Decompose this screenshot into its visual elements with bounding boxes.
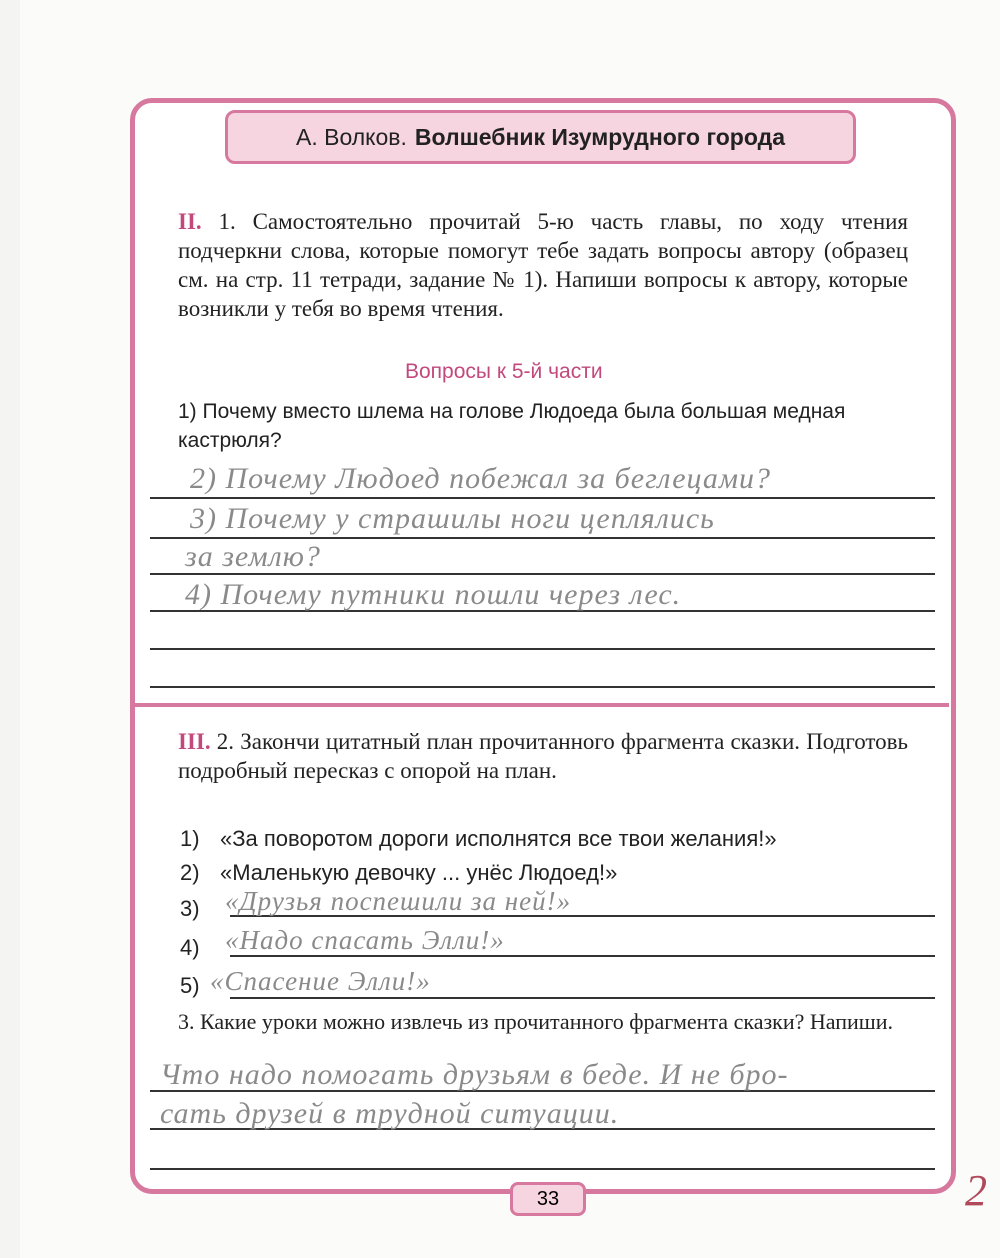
answer-line xyxy=(150,497,935,499)
plan-line xyxy=(230,997,935,999)
section-divider xyxy=(133,703,949,707)
handwritten-plan-item: «Спасение Элли!» xyxy=(210,966,431,996)
subheading: Вопросы к 5-й части xyxy=(405,360,603,383)
handwritten-answer: 4) Почему путники пошли через лес. xyxy=(185,578,682,611)
question-1: 1) Почему вместо шлема на голове Людоеда была большая медная кастрюля? xyxy=(178,400,846,452)
handwritten-plan-item: «Надо спасать Элли!» xyxy=(225,925,505,955)
plan-number: 3) xyxy=(180,896,200,921)
plan-item: «За поворотом дороги исполнятся все твои желания!» xyxy=(220,826,777,851)
workbook-page xyxy=(20,0,1000,1258)
page-number: 33 xyxy=(510,1182,586,1216)
plan-number: 1) xyxy=(180,826,200,851)
handwritten-answer: за землю? xyxy=(185,540,321,573)
answer-line xyxy=(150,1168,935,1170)
question-3: 3. Какие уроки можно извлечь из прочитанного фрагмента сказки? Напиши. xyxy=(178,1009,893,1034)
plan-number: 5) xyxy=(180,973,200,998)
handwritten-answer: Что надо помогать друзьям в беде. И не бро- xyxy=(160,1058,789,1091)
plan-item: «Маленькую девочку ... унёс Людоед!» xyxy=(220,860,618,885)
handwritten-answer: 3) Почему у страшилы ноги цеплялись xyxy=(190,502,715,535)
answer-line xyxy=(150,686,935,688)
handwritten-answer: 2) Почему Людоед побежал за беглецами? xyxy=(190,462,772,495)
answer-line xyxy=(150,648,935,650)
book-title: Волшебник Изумрудного города xyxy=(414,123,785,150)
author: А. Волков. xyxy=(295,123,407,150)
grade-mark: 2 xyxy=(965,1166,987,1215)
handwritten-plan-item: «Друзья поспешили за ней!» xyxy=(225,886,572,916)
task-2-instructions: II. 1. Самостоятельно прочитай 5-ю часть главы, по ходу чтения подчеркни слова, которые помогут тебе задать вопросы автору (образец см. на стр. 11 тетради, задание № 1). Напиши вопросы к автору, которые возникли у тебя во время чтения. xyxy=(178,209,909,321)
answer-line xyxy=(150,537,935,539)
handwritten-answer: сать друзей в трудной ситуации. xyxy=(160,1097,620,1130)
plan-number: 4) xyxy=(180,935,200,960)
task-3-instructions: III. 2. Закончи цитатный план прочитанного фрагмента сказки. Подготовь подробный пересказ с опорой на план. xyxy=(178,729,909,783)
plan-number: 2) xyxy=(180,860,200,885)
page-title xyxy=(225,110,856,164)
